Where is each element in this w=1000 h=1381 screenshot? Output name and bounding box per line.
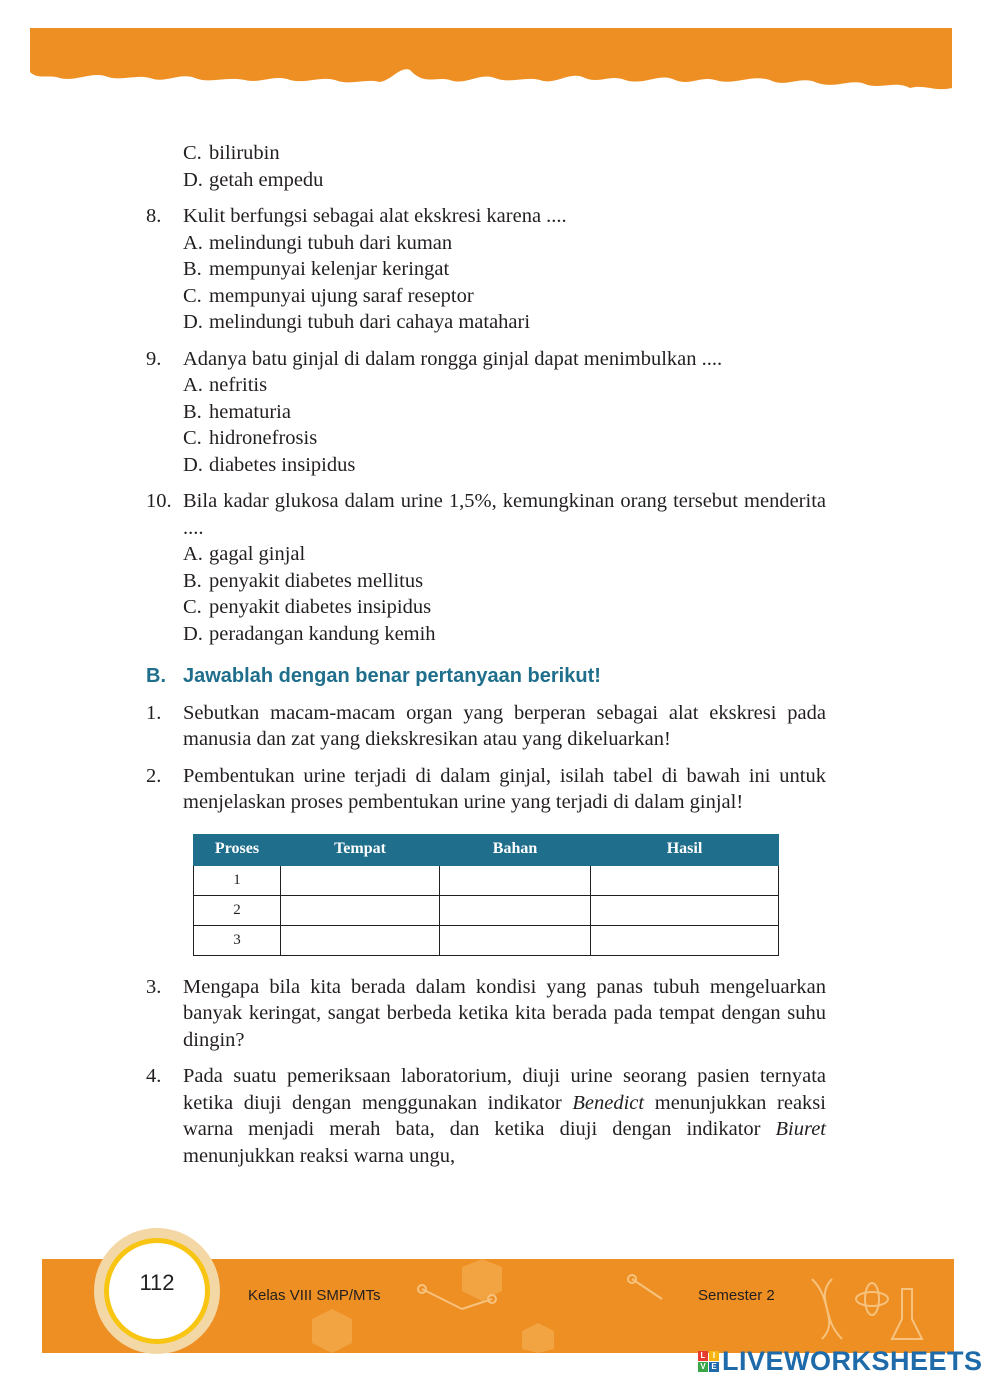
page-content: [146, 140, 826, 1179]
essay-question-3: [146, 974, 826, 1054]
row-number: 1: [194, 865, 281, 895]
options-list: [183, 372, 826, 478]
table-cell[interactable]: [440, 925, 591, 955]
biuret-term: Biuret: [775, 1118, 826, 1140]
question-text: Bila kadar glukosa dalam urine 1,5%, kemungkinan orang tersebut menderita ....: [183, 490, 826, 539]
question-text: Sebutkan macam-macam organ yang berperan sebagai alat ekskresi pada manusia dan zat yang diekskresikan atau yang dikeluarkan!: [183, 701, 826, 750]
table-cell[interactable]: [440, 865, 591, 895]
table-cell[interactable]: [281, 925, 440, 955]
question-number: 2.: [146, 764, 162, 787]
header-tempat: Tempat: [281, 834, 440, 865]
question-text: Mengapa bila kita berada dalam kondisi yang panas tubuh mengeluarkan banyak keringat, sangat berbeda ketika kita berada pada tempat dengan suhu dingin?: [183, 975, 826, 1051]
header-bahan: Bahan: [440, 834, 591, 865]
question-text: Pembentukan urine terjadi di dalam ginjal, isilah tabel di bawah ini untuk menjelaskan proses pembentukan urine yang terjadi di dalam ginjal!: [183, 764, 826, 813]
process-table: [193, 834, 779, 956]
options-list: [183, 541, 826, 647]
question-number: 1.: [146, 701, 162, 724]
question-number: 10.: [146, 490, 172, 512]
options-list: [183, 230, 826, 336]
table-cell[interactable]: [591, 895, 779, 925]
section-title: Jawablah dengan benar pertanyaan berikut!: [183, 665, 601, 687]
option-c: C. bilirubin: [183, 142, 280, 164]
option-b: B. mempunyai kelenjar keringat: [183, 258, 450, 280]
question-text: Adanya batu ginjal di dalam rongga ginjal dapat menimbulkan ....: [183, 347, 723, 370]
liveworksheets-watermark: [698, 1346, 983, 1376]
liveworksheets-logo-icon: L I V E: [698, 1351, 719, 1372]
option-a: A. nefritis: [183, 374, 268, 396]
essay-question-2: [146, 763, 826, 816]
option-c: C. mempunyai ujung saraf reseptor: [183, 284, 474, 307]
question-number: 9.: [146, 347, 162, 370]
option-d: D. melindungi tubuh dari cahaya matahari: [183, 311, 531, 333]
option-b: B. penyakit diabetes mellitus: [183, 569, 424, 592]
option-c: C. hidronefrosis: [183, 427, 318, 449]
footer-semester-label: Semester 2: [698, 1287, 775, 1304]
question-9: [146, 346, 826, 479]
question-text: Pada suatu pemeriksaan laboratorium, diuji urine seorang pasien ternyata ketika diuji dengan menggunakan indikator Benedict menunjukkan reaksi warna menjadi merah bata, dan ketika diuji dengan indikator Biuret menunjukkan reaksi warna ungu,: [183, 1065, 826, 1167]
liveworksheets-text: LIVEWORKSHEETS: [722, 1345, 983, 1376]
option-a: A. melindungi tubuh dari kuman: [183, 231, 453, 254]
benedict-term: Benedict: [572, 1091, 645, 1114]
table-cell[interactable]: [281, 865, 440, 895]
table-row: [194, 895, 779, 925]
option-d: D. getah empedu: [183, 168, 324, 191]
option-a: A. gagal ginjal: [183, 543, 306, 565]
question-8: [146, 203, 826, 336]
essay-question-4: [146, 1063, 826, 1169]
option-d: D. diabetes insipidus: [183, 453, 356, 476]
table-row: [194, 925, 779, 955]
table-cell[interactable]: [440, 895, 591, 925]
option-d: D. peradangan kandung kemih: [183, 622, 436, 645]
question-10: [146, 488, 826, 647]
question-number: 8.: [146, 205, 162, 227]
row-number: 2: [194, 895, 281, 925]
section-letter: B.: [146, 665, 166, 687]
table-cell[interactable]: [281, 895, 440, 925]
process-table-wrapper: [193, 834, 826, 956]
question-number: 3.: [146, 975, 162, 998]
page-number: 112: [139, 1270, 175, 1295]
top-banner: [0, 0, 1000, 100]
section-b-heading: [146, 663, 826, 690]
row-number: 3: [194, 925, 281, 955]
option-b: B. hematuria: [183, 400, 291, 423]
table-header-row: [194, 834, 779, 865]
continued-options: [146, 140, 826, 193]
table-row: [194, 865, 779, 895]
question-number: 4.: [146, 1065, 162, 1087]
question-text: Kulit berfungsi sebagai alat ekskresi karena ....: [183, 205, 567, 227]
footer-class-label: Kelas VIII SMP/MTs: [248, 1287, 381, 1304]
table-cell[interactable]: [591, 865, 779, 895]
option-c: C. penyakit diabetes insipidus: [183, 596, 432, 618]
essay-question-1: [146, 700, 826, 753]
header-hasil: Hasil: [591, 834, 779, 865]
header-proses: Proses: [194, 834, 281, 865]
table-cell[interactable]: [591, 925, 779, 955]
